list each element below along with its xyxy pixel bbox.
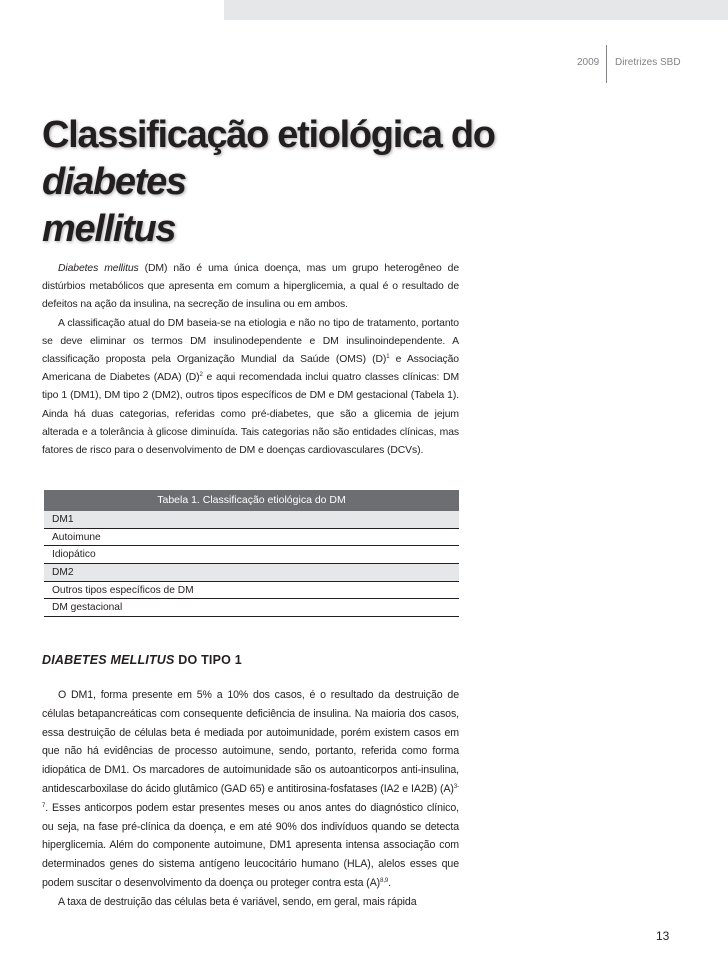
table-row: Idiopático bbox=[44, 546, 459, 564]
citation-3-7: 3-7 bbox=[42, 783, 459, 809]
dm1-paragraph-1 bbox=[42, 686, 459, 893]
dm1-paragraph-2: A taxa de destruição das células beta é variável, sendo, em geral, mais rápida bbox=[58, 895, 417, 908]
running-header bbox=[560, 55, 680, 75]
section-heading bbox=[42, 653, 242, 667]
chapter-title-italic-1: diabetes bbox=[42, 161, 186, 203]
dm1-text bbox=[42, 686, 459, 912]
intro-p2-a: A classificação atual do DM baseia-se na etiologia e não no tipo de tratamento, portanto se deve eliminar os termos DM insulinodependente e DM insulinoindependente. A classificação proposta pela Organização Mundial da Saúde (OMS) (D) bbox=[42, 317, 459, 366]
citation-2: 2 bbox=[199, 372, 203, 379]
table-title: Tabela 1. Classificação etiológica do DM bbox=[44, 490, 459, 511]
intro-paragraph-2 bbox=[42, 315, 459, 461]
chapter-title-italic-2: mellitus bbox=[42, 208, 176, 250]
section-heading-regular: DO TIPO 1 bbox=[174, 653, 242, 667]
dm1-p1-a: O DM1, forma presente em 5% a 10% dos casos, é o resultado da destruição de células betapancreáticas com consequente deficiência de insulina. Na maioria dos casos, essa destruição de células beta é mediada por autoimunidade, porém existem casos em que não há evidências de processo autoimune, sendo, portanto, referida como forma idiopática de DM1. Os marcadores de autoimunidade são os autoanticorpos anti-insulina, antidescarboxilase do ácido glutâmico (GAD 65) e antitirosina-fosfatases (IA2 e IA2B) (A) bbox=[42, 689, 459, 795]
table-row: DM gestacional bbox=[44, 599, 459, 617]
header-divider bbox=[606, 45, 607, 83]
classification-table bbox=[44, 490, 459, 617]
intro-paragraph-1 bbox=[42, 260, 459, 315]
header-year: 2009 bbox=[577, 57, 600, 68]
chapter-title bbox=[42, 112, 602, 253]
intro-p2-b: e Associação Americana de Diabetes (ADA) (D) bbox=[42, 354, 459, 384]
table-row: Autoimune bbox=[44, 529, 459, 547]
dm1-p1-b: . Esses anticorpos podem estar presentes meses ou anos antes do diagnóstico clínico, ou seja, na fase pré-clínica da doença, e em até 90% dos indivíduos quando se detecta hiperglicemia. Além do componente autoimune, DM1 apresenta intensa associação com determinados genes do sistema antígeno leucocitário humano (HLA), alelos esses que podem suscitar o desenvolvimento da doença ou proteger contra esta (A) bbox=[42, 801, 459, 889]
chapter-title-regular: Classificação etiológica do bbox=[42, 114, 495, 156]
dm1-p1-c: . bbox=[388, 876, 391, 889]
table-row: DM1 bbox=[44, 511, 459, 529]
citation-8-9: 8,9 bbox=[380, 877, 389, 884]
table-row: Outros tipos específicos de DM bbox=[44, 582, 459, 600]
table-row: DM2 bbox=[44, 564, 459, 582]
citation-1: 1 bbox=[386, 354, 390, 361]
header-publication: Diretrizes SBD bbox=[615, 57, 681, 68]
section-heading-italic: DIABETES MELLITUS bbox=[42, 653, 175, 667]
intro-p1-text: (DM) não é uma única doença, mas um grupo heterogêneo de distúrbios metabólicos que apresenta em comum a hiperglicemia, a qual é o resultado de defeitos na ação da insulina, na secreção de insulina ou em ambos. bbox=[42, 263, 459, 311]
intro-text bbox=[42, 260, 459, 460]
header-band bbox=[224, 0, 728, 20]
page-number: 13 bbox=[656, 929, 670, 943]
intro-term: Diabetes mellitus bbox=[58, 263, 139, 274]
intro-p2-c: e aqui recomendada inclui quatro classes clínicas: DM tipo 1 (DM1), DM tipo 2 (DM2), outros tipos específicos de DM e DM gestacional (Tabela 1). Ainda há duas categorias, referidas como pré-diabetes, que são a glicemia de jejum alterada e a tolerância à glicose diminuída. Tais categorias não são entidades clínicas, mas fatores de risco para o desenvolvimento de DM e doenças cardiovasculares (DCVs). bbox=[42, 372, 459, 457]
